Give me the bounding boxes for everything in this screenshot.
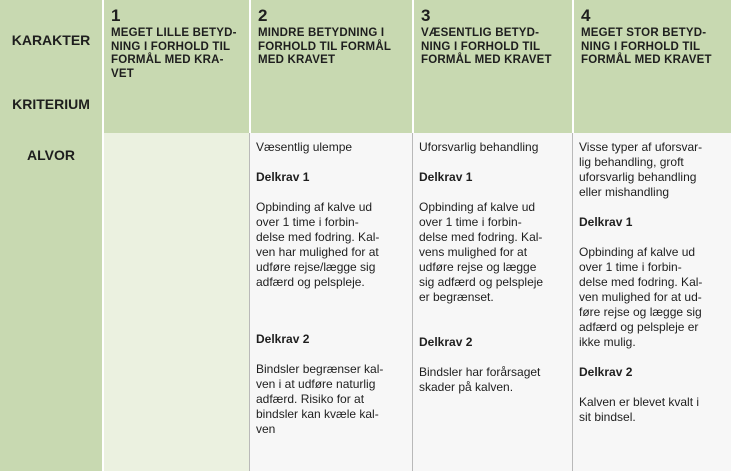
kriterium-label: KRITERIUM (12, 96, 90, 112)
delkrav2-label: Delkrav 2 (579, 365, 633, 379)
text-line: adfærd. Risiko for at (256, 392, 365, 406)
column-header-4 (572, 0, 731, 133)
desc-line: VET (111, 67, 134, 80)
desc-line: NING I FORHOLD TIL (111, 40, 231, 53)
text-line: delse med fodring. Kal- (419, 230, 543, 244)
column-header-2 (249, 0, 412, 133)
text-line: Bindsler har forårsaget (419, 365, 541, 379)
text-line: Opbinding af kalve ud (419, 200, 536, 214)
delkrav2-text (579, 395, 725, 425)
desc-line: NING I FORHOLD TIL (581, 40, 701, 53)
text-line: sit bindsel. (579, 410, 636, 424)
desc-line: FORMÅL MED KRA- (111, 54, 224, 66)
text-line: udføre rejse/lægge sig (256, 260, 376, 274)
text-line: skader på kalven. (419, 380, 514, 394)
column-description (581, 27, 723, 68)
text-line: delse med fodring. Kal- (256, 230, 380, 244)
cell-alvor-col1 (102, 133, 249, 471)
text-line: over 1 time i forbin- (579, 260, 682, 274)
delkrav2-label: Delkrav 2 (256, 332, 310, 346)
text-line: ven i at udføre naturlig (256, 377, 376, 391)
column-description (111, 27, 241, 81)
text-line: udføre rejse og lægge (419, 260, 537, 274)
cell-alvor-col4 (572, 133, 731, 471)
text-line: ven (256, 422, 276, 436)
delkrav1-label: Delkrav 1 (419, 170, 473, 184)
text-line: adfærd og pelspleje er (579, 320, 699, 334)
text-line: vens mulighed for at (419, 245, 528, 259)
desc-line: MEGET STOR BETYD- (581, 27, 707, 39)
text-line: uforsvarlig behandling (579, 170, 697, 184)
delkrav1-label: Delkrav 1 (579, 215, 633, 229)
column-description (421, 27, 564, 68)
cell-alvor-col3 (412, 133, 572, 471)
text-line: adfærd og pelspleje. (256, 275, 365, 289)
cell-alvor-col2 (249, 133, 412, 471)
text-line: bindsler kan kvæle kal- (256, 407, 379, 421)
text-line: Opbinding af kalve ud (256, 200, 373, 214)
desc-line: VÆSENTLIG BETYD- (421, 27, 540, 39)
desc-line: MED KRAVET (258, 54, 336, 66)
delkrav1-text (419, 200, 566, 305)
delkrav2-label: Delkrav 2 (419, 335, 473, 349)
desc-line: FORMÅL MED KRAVET (581, 54, 712, 66)
text-line: ven mulighed for at ud- (579, 290, 702, 304)
intro-line: Uforsvarlig behandling (419, 140, 539, 154)
delkrav1-text (579, 245, 725, 350)
text-line: sig adfærd og pelspleje (419, 275, 544, 289)
text-line: over 1 time i forbin- (419, 215, 522, 229)
text-line: er begrænset. (419, 290, 494, 304)
desc-line: MINDRE BETYDNING I (258, 27, 385, 39)
column-description (258, 27, 404, 68)
desc-line: MEGET LILLE BETYD- (111, 27, 237, 39)
text-line: over 1 time i forbin- (256, 215, 359, 229)
desc-line: FORMÅL MED KRAVET (421, 54, 552, 66)
column-number: 2 (258, 6, 268, 25)
column-header-1 (102, 0, 249, 133)
delkrav1-text (256, 200, 406, 290)
intro-text (579, 140, 725, 200)
row-header-alvor (0, 133, 102, 471)
text-line: Bindsler begrænser kal- (256, 362, 384, 376)
column-number: 1 (111, 6, 121, 25)
text-line: eller mishandling (579, 185, 670, 199)
text-line: ven har mulighed for at (256, 245, 379, 259)
text-line: Opbinding af kalve ud (579, 245, 696, 259)
desc-line: FORHOLD TIL FORMÅL (258, 40, 392, 53)
delkrav1-label: Delkrav 1 (256, 170, 310, 184)
column-header-3 (412, 0, 572, 133)
karakter-label: KARAKTER (11, 32, 91, 48)
text-line: ikke mulig. (579, 335, 636, 349)
delkrav2-text (256, 362, 406, 437)
column-number: 3 (421, 6, 431, 25)
column-number: 4 (581, 6, 591, 25)
intro-line: Væsentlig ulempe (256, 140, 353, 154)
row-header-karakter-kriterium (0, 0, 102, 133)
alvor-label: ALVOR (27, 147, 75, 163)
text-line: Kalven er blevet kvalt i (579, 395, 700, 409)
desc-line: NING I FORHOLD TIL (421, 40, 541, 53)
text-line: føre rejse og lægge sig (579, 305, 702, 319)
text-line: delse med fodring. Kal- (579, 275, 703, 289)
text-line: lig behandling, groft (579, 155, 684, 169)
delkrav2-text (419, 365, 566, 395)
text-line: Visse typer af uforsvar- (579, 140, 703, 154)
